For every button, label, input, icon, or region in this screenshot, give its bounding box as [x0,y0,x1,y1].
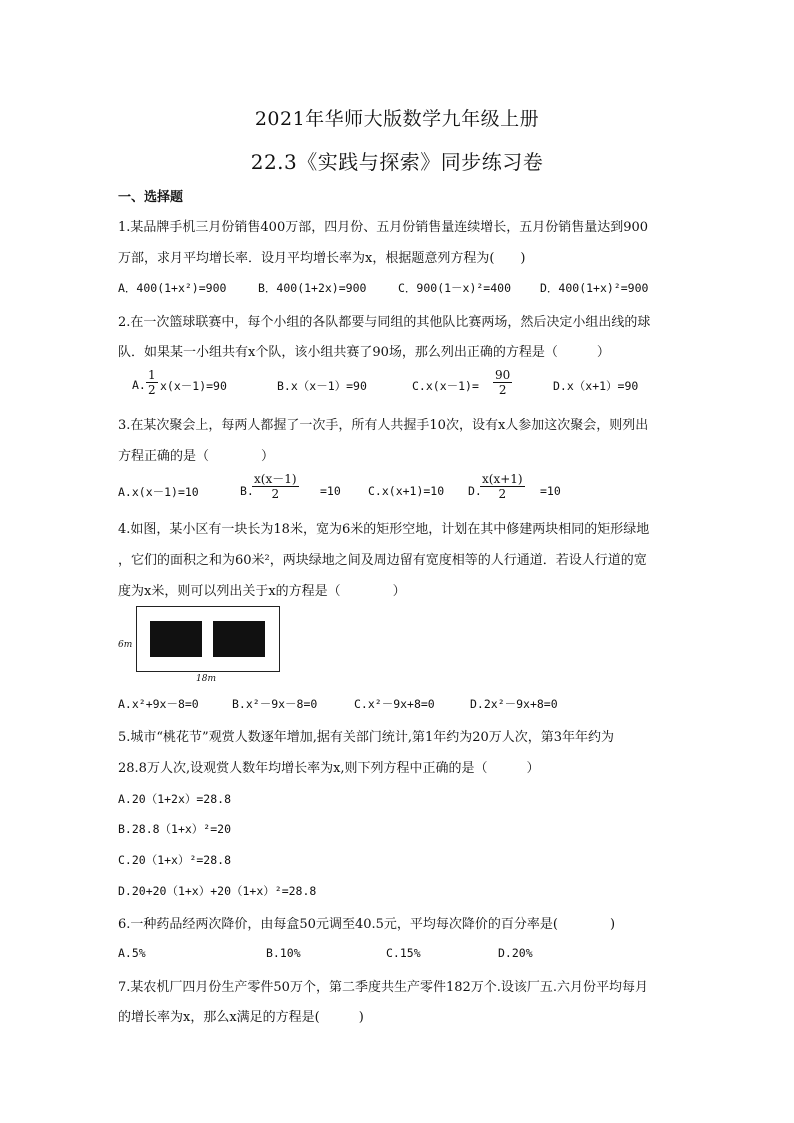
q3-option-a: A.x(x－1)=10 [118,485,199,499]
q5-option-a: A.20（1+2x）=28.8 [118,792,232,806]
q2-option-a-denominator: 2 [148,383,156,397]
q4-option-d: D.2x²－9x+8=0 [470,697,558,711]
q3-option-d-rest: =10 [540,484,561,498]
q3-line2: 方程正确的是（ ） [118,449,275,464]
q4-figure-height-label: 6m [118,640,133,650]
q4-line2: ，它们的面积之和为60米²，两块绿地之间及周边留有宽度相等的人行通道．若设人行道的宽 [118,553,647,568]
q3-line1: 3.在某次聚会上，每两人都握了一次手，所有人共握手10次，设有x人参加这次聚会，则列出 [118,418,649,433]
q4-figure-plot [136,606,280,672]
section-heading: 一、选择题 [118,190,184,205]
q7-line1: 7.某农机厂四月份生产零件50万个，第二季度共生产零件182万个.设该厂五.六月份平均每月 [118,980,649,995]
q6-option-b: B.10% [266,946,301,960]
q3-option-b-denominator: 2 [271,487,280,501]
q1-line1: 1.某品牌手机三月份销售400万部，四月份、五月份销售量连续增长，五月份销售量达到900 [118,220,649,235]
q2-option-a-numerator: 1 [148,368,156,382]
q7-line2: 的增长率为x，那么x满足的方程是( ) [118,1010,364,1025]
q6-option-d: D.20% [498,946,533,960]
q2-line2: 队．如果某一小组共有x个队，该小组共赛了90场，那么列出正确的方程是（ ） [118,345,610,360]
q4-figure-width-label: 18m [196,674,216,684]
q2-option-b: B.x（x－1）=90 [277,379,367,393]
q5-line2: 28.8万人次,设观赏人数年均增长率为x,则下列方程中正确的是（ ） [118,761,540,776]
q2-option-a-fraction [146,368,158,397]
green-plot-right [213,621,265,657]
q2-option-a-prefix: A. [132,378,146,392]
q1-line2: 万部，求月平均增长率．设月平均增长率为x，根据题意列方程为( ) [118,251,526,266]
q2-option-c-prefix: C.x(x－1)= [412,379,479,393]
q2-option-c-denominator: 2 [498,383,507,397]
q3-option-b-fraction [252,472,299,501]
q4-option-b: B.x²－9x－8=0 [232,697,318,711]
q3-option-b-numerator: x(x－1) [254,472,297,486]
page-title: 2021年华师大版数学九年级上册 [254,108,540,130]
q3-option-d-numerator: x(x+1) [482,472,523,486]
q1-option-a: A．400(1+x²)=900 [118,281,227,295]
q2-option-a-rest: x(x－1)=90 [160,379,227,393]
q6-line1: 6.一种药品经两次降价，由每盒50元调至40.5元，平均每次降价的百分率是( ) [118,917,616,932]
q6-option-c: C.15% [386,946,421,960]
q2-option-c-fraction [493,368,512,397]
q3-option-c: C.x(x+1)=10 [368,484,445,498]
q3-option-d-denominator: 2 [498,487,507,501]
q4-line1: 4.如图，某小区有一块长为18米，宽为6米的矩形空地，计划在其中修建两块相同的矩形绿地 [118,522,650,537]
q1-option-d: D．400(1+x)²=900 [540,281,649,295]
q2-option-d: D.x（x+1）=90 [553,379,639,393]
q4-line3: 度为x米，则可以列出关于x的方程是（ ） [118,584,406,599]
q5-line1: 5.城市“桃花节”观赏人数逐年增加,据有关部门统计,第1年约为20万人次，第3年年约为 [118,730,615,745]
q2-option-c-numerator: 90 [495,368,511,382]
q5-option-c: C.20（1+x）²=28.8 [118,853,232,867]
q3-option-d-prefix: D. [468,484,482,498]
q4-option-a: A.x²+9x－8=0 [118,697,199,711]
green-plot-left [150,621,202,657]
q1-option-c: C．900(1－x)²=400 [398,281,512,295]
q3-option-b-prefix: B. [240,484,254,498]
q4-option-c: C.x²－9x+8=0 [354,697,435,711]
page-subtitle: 22.3《实践与探索》同步练习卷 [250,150,544,174]
q6-option-a: A.5% [118,946,146,960]
q1-option-b: B．400(1+2x)=900 [258,281,367,295]
q3-option-d-fraction [480,472,525,501]
q5-option-b: B.28.8（1+x）²=20 [118,822,232,836]
q2-line1: 2.在一次篮球联赛中，每个小组的各队都要与同组的其他队比赛两场，然后决定小组出线的球 [118,315,651,330]
q3-option-b-rest: =10 [320,484,341,498]
q5-option-d: D.20+20（1+x）+20（1+x）²=28.8 [118,884,317,898]
